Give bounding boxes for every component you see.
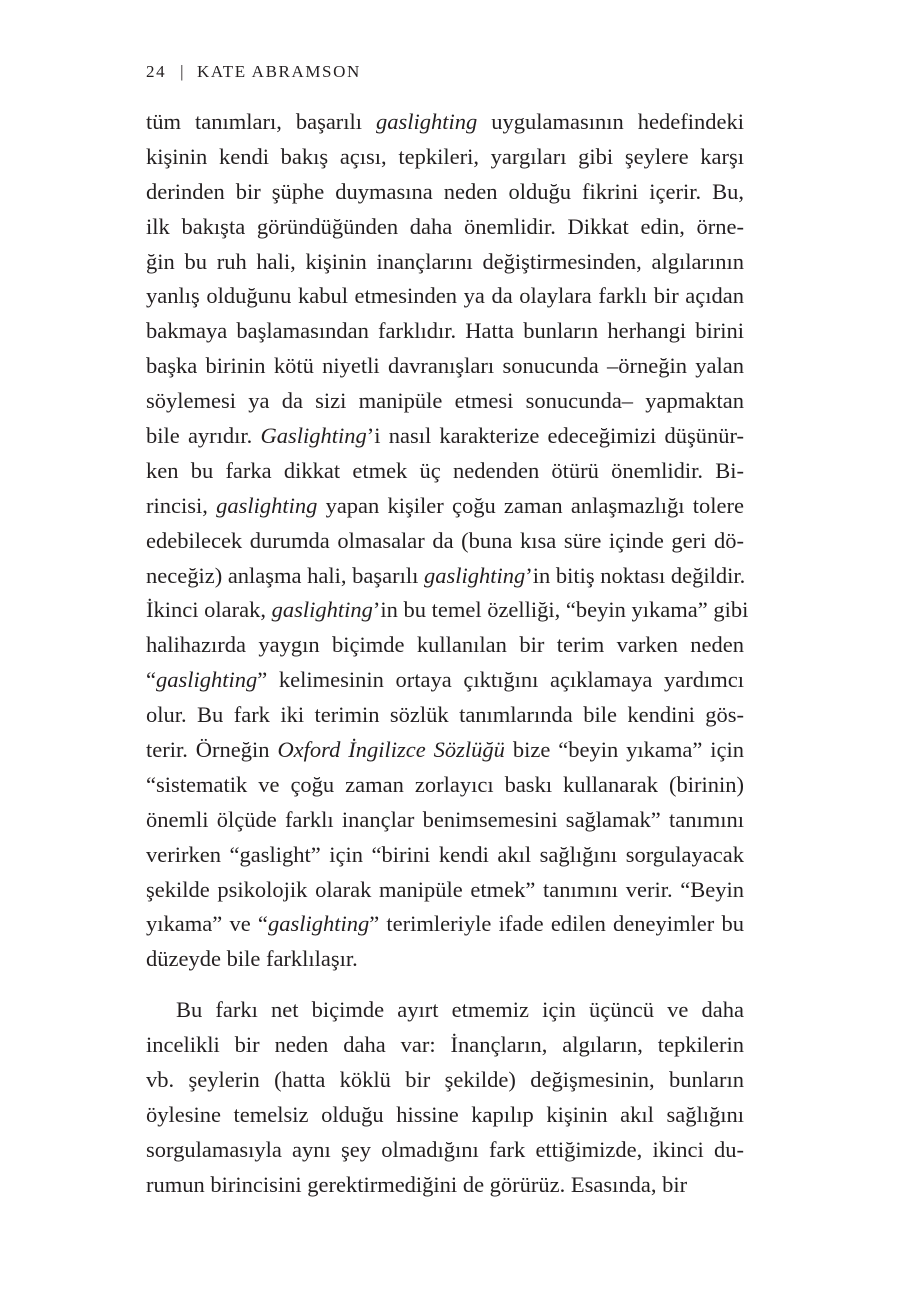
text-run: kişinin kendi bakış açısı, tepkileri, yargıları gibi şeylere karşı bbox=[146, 143, 744, 169]
text-run: ken bu farka dikkat etmek üç nedenden ötürü önemlidir. Bi- bbox=[146, 457, 744, 483]
text-run: verirken “gaslight” için “birini kendi akıl sağlığını sorgulayacak bbox=[146, 841, 744, 867]
text-run: ’i nasıl karakterize edeceğimizi düşünür- bbox=[366, 423, 744, 449]
text-line bbox=[146, 524, 744, 559]
text-run: bakmaya başlamasından farklıdır. Hatta bunların herhangi birini bbox=[146, 318, 744, 344]
text-line bbox=[146, 698, 744, 733]
text-line bbox=[146, 175, 744, 210]
text-line bbox=[146, 349, 744, 384]
text-line bbox=[146, 873, 744, 908]
text-line bbox=[146, 105, 744, 140]
text-line bbox=[146, 419, 744, 454]
text-line bbox=[146, 628, 744, 663]
text-run: terir. Örneğin bbox=[146, 737, 278, 763]
text-run: rumun birincisini gerektirmediğini de görürüz. Esasında, bir bbox=[146, 1171, 688, 1197]
text-run: yapan kişiler çoğu zaman anlaşmazlığı tolere bbox=[317, 492, 744, 518]
text-line bbox=[146, 1063, 744, 1098]
text-run: ilk bakışta göründüğünden daha önemlidir. Dikkat edin, örne- bbox=[146, 213, 744, 239]
text-run: önemli ölçüde farklı inançlar benimsemesini sağlamak” tanımını bbox=[146, 806, 744, 832]
text-line bbox=[146, 314, 744, 349]
text-line bbox=[146, 1028, 744, 1063]
italic-term: Gaslighting bbox=[260, 423, 367, 449]
text-run: incelikli bir neden daha var: İnançların, algıların, tepkilerin bbox=[146, 1032, 744, 1058]
text-run: tüm tanımları, başarılı bbox=[146, 109, 377, 134]
italic-term: gaslighting bbox=[271, 597, 373, 623]
text-run: bile ayrıdır. bbox=[146, 423, 261, 449]
italic-term: gaslighting bbox=[216, 492, 318, 518]
italic-term: gaslighting bbox=[156, 667, 258, 693]
text-run: derinden bir şüphe duymasına neden olduğu fikrini içerir. Bu, bbox=[146, 178, 744, 204]
text-run: yanlış olduğunu kabul etmesinden ya da olaylara farklı bir açıdan bbox=[146, 283, 744, 309]
text-run: rincisi, bbox=[146, 492, 217, 518]
text-run: uygulamasının hedefindeki bbox=[477, 109, 744, 134]
text-line bbox=[146, 1168, 744, 1203]
text-run: vb. şeylerin (hatta köklü bir şekilde) değişmesinin, bunların bbox=[146, 1067, 744, 1093]
text-run: ’in bitiş noktası değildir. bbox=[525, 562, 746, 588]
text-line bbox=[146, 489, 744, 524]
text-run: ğin bu ruh hali, kişinin inançlarını değiştirmesinden, algılarının bbox=[146, 248, 744, 274]
text-line bbox=[146, 1098, 744, 1133]
text-run: olur. Bu fark iki terimin sözlük tanımlarında bile kendini gös- bbox=[146, 702, 744, 728]
text-run: bize “beyin yıkama” için bbox=[504, 737, 745, 763]
text-line bbox=[146, 140, 744, 175]
text-run: İkinci olarak, bbox=[146, 597, 272, 623]
text-line bbox=[146, 245, 744, 280]
author-name: KATE ABRAMSON bbox=[196, 62, 361, 81]
text-line bbox=[146, 768, 744, 803]
text-line bbox=[146, 559, 744, 594]
text-line bbox=[146, 384, 744, 419]
text-line bbox=[146, 593, 749, 628]
text-run: öylesine temelsiz olduğu hissine kapılıp kişinin akıl sağlığını bbox=[146, 1101, 744, 1127]
italic-term: Oxford İngilizce Sözlüğü bbox=[277, 737, 505, 763]
text-line bbox=[146, 733, 744, 768]
text-line bbox=[146, 1133, 744, 1168]
text-line bbox=[146, 942, 744, 977]
text-run: ” terimleriyle ifade edilen deneyimler bu bbox=[369, 911, 745, 937]
text-run: “sistematik ve çoğu zaman zorlayıcı baskı kullanarak (birinin) bbox=[146, 771, 744, 797]
text-run: ’in bu temel özelliği, “beyin yıkama” gibi bbox=[372, 597, 749, 623]
text-run: halihazırda yaygın biçimde kullanılan bir terim varken neden bbox=[146, 632, 744, 658]
text-run: Bu farkı net biçimde ayırt etmemiz için üçüncü ve daha bbox=[176, 997, 744, 1023]
text-line bbox=[146, 279, 744, 314]
italic-term: gaslighting bbox=[267, 911, 370, 937]
italic-term: gaslighting bbox=[424, 562, 526, 588]
text-line bbox=[146, 838, 744, 873]
text-line bbox=[146, 454, 744, 489]
text-run: söylemesi ya da sizi manipüle etmesi sonucunda– yapmaktan bbox=[146, 388, 744, 414]
text-run: düzeyde bile farklılaşır. bbox=[146, 946, 358, 972]
header-separator: | bbox=[180, 62, 186, 81]
page-number: 24 bbox=[146, 62, 167, 81]
text-run: sorgulamasıyla aynı şey olmadığını fark ettiğimizde, ikinci du- bbox=[146, 1136, 744, 1162]
text-run: şekilde psikolojik olarak manipüle etmek” tanımını verir. “Beyin bbox=[146, 876, 744, 902]
paragraph-gap bbox=[146, 977, 744, 993]
body-text bbox=[146, 105, 749, 1203]
text-run: “ bbox=[146, 667, 156, 693]
italic-term: gaslighting bbox=[376, 109, 478, 134]
text-run: neceğiz) anlaşma hali, başarılı bbox=[146, 562, 424, 588]
text-line bbox=[146, 907, 744, 942]
paragraph bbox=[146, 105, 749, 977]
text-run: edebilecek durumda olmasalar da (buna kısa süre içinde geri dö- bbox=[146, 527, 744, 553]
text-run: yıkama” ve “ bbox=[146, 911, 268, 937]
text-run: başka birinin kötü niyetli davranışları sonucunda –örneğin yalan bbox=[146, 353, 744, 379]
paragraph bbox=[146, 993, 744, 1202]
text-line bbox=[146, 803, 744, 838]
text-run: ” kelimesinin ortaya çıktığını açıklamaya yardımcı bbox=[257, 667, 744, 693]
text-line bbox=[146, 210, 744, 245]
text-line bbox=[146, 663, 744, 698]
text-line bbox=[146, 993, 744, 1028]
running-header bbox=[146, 60, 361, 84]
